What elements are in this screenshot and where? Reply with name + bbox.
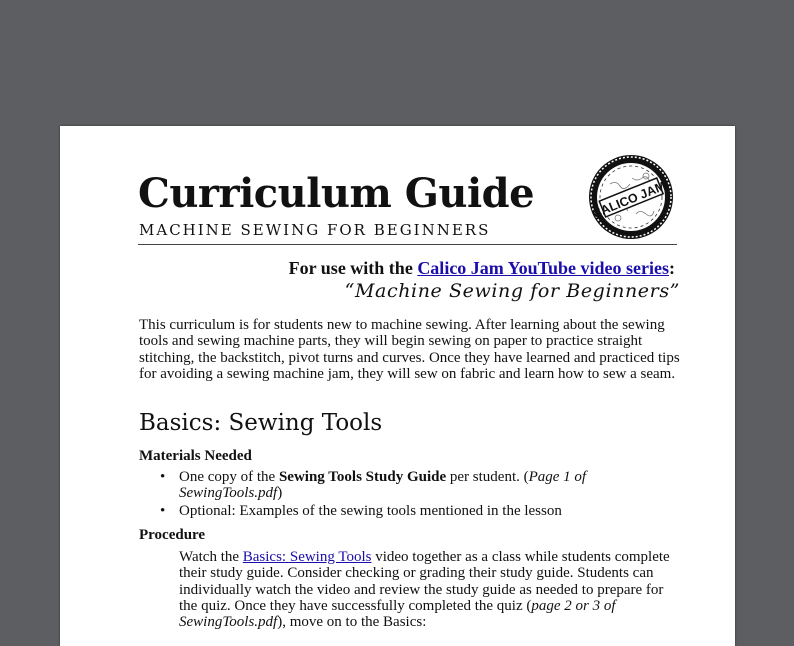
series-title: “Machine Sewing for Beginners” (344, 280, 680, 302)
intro-paragraph: This curriculum is for students new to machine sewing. After learning about the sewing tools and sewing machine parts, they will begin sewing on paper to practice straight stitching, the backstitch, pivot turns and curves. Once they have learned and practiced tips for avoiding a sewing machine jam, they will sew on fabric and learn how to sew a seam. (139, 317, 680, 382)
page-title: Curriculum Guide (138, 170, 535, 217)
procedure-pre: Watch the (179, 549, 243, 565)
page-subtitle: MACHINE SEWING FOR BEGINNERS (139, 221, 491, 239)
list-item (139, 469, 684, 502)
material-pre: One copy of the (179, 469, 279, 485)
procedure-heading: Procedure (139, 527, 206, 543)
material-end: ) (277, 485, 283, 502)
youtube-series-link[interactable]: Calico Jam YouTube video series (417, 258, 669, 278)
material-bold: Sewing Tools Study Guide (278, 469, 447, 485)
procedure-paragraph (179, 549, 679, 630)
procedure-end: ), move on to the Basics: (277, 614, 427, 631)
procedure-italic: page 2 or 3 of SewingTools.pdf (179, 597, 616, 631)
sewing-tools-video-link[interactable]: Basics: Sewing Tools (242, 549, 372, 565)
calico-jam-logo (588, 154, 674, 240)
for-use-prefix: For use with the (288, 258, 418, 278)
logo-text: CALICO JAM (590, 178, 668, 222)
material-post: per student. ( (446, 469, 529, 485)
document-page (60, 126, 735, 646)
for-use-suffix: : (669, 258, 675, 278)
list-item (139, 503, 684, 519)
bullet-icon: • (160, 502, 166, 519)
material-italic: Page 1 of SewingTools.pdf (179, 469, 587, 502)
materials-list (139, 469, 684, 520)
title-divider (138, 244, 677, 245)
procedure-mid: video together as a class while students complete their study guide. Consider checking or grading their study guide. Students can individually watch the video and review the study guide as needed to prepare for the quiz. Once they have successfully completed the quiz ( (179, 549, 670, 614)
materials-heading: Materials Needed (139, 448, 252, 464)
section-heading: Basics: Sewing Tools (139, 410, 383, 436)
for-use-line (289, 258, 675, 279)
bullet-icon: • (160, 469, 166, 485)
material-text: Optional: Examples of the sewing tools mentioned in the lesson (179, 502, 562, 519)
